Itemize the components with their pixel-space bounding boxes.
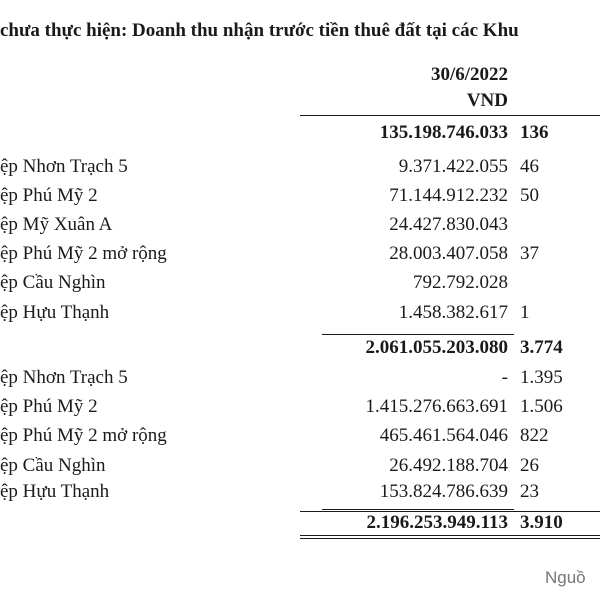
row-label: ệp Nhơn Trạch 5 bbox=[0, 367, 128, 388]
source-caption: Nguồ bbox=[545, 568, 586, 587]
table-row bbox=[0, 425, 600, 451]
value-2022-06-30: 1.415.276.663.691 bbox=[365, 396, 508, 417]
column-date-header: 30/6/2022 bbox=[430, 64, 508, 85]
value-2022-06-30: 9.371.422.055 bbox=[398, 156, 508, 177]
table-row bbox=[0, 214, 600, 240]
row-label: ệp Phú Mỹ 2 mở rộng bbox=[0, 243, 167, 264]
table-total-row bbox=[0, 337, 600, 363]
row-label: ệp Phú Mỹ 2 bbox=[0, 185, 98, 206]
subtotal-rule-2 bbox=[322, 509, 514, 510]
value-2022-06-30: 135.198.746.033 bbox=[379, 122, 508, 143]
row-label: ệp Hựu Thạnh bbox=[0, 302, 110, 323]
table-row bbox=[0, 156, 600, 182]
total-underline-2 bbox=[300, 538, 600, 539]
value-prior-period: 822 bbox=[520, 425, 549, 446]
value-2022-06-30: 1.458.382.617 bbox=[398, 302, 508, 323]
value-prior-period: 1.506 bbox=[520, 396, 563, 417]
table-row bbox=[0, 243, 600, 269]
row-label: ệp Hựu Thạnh bbox=[0, 481, 110, 502]
value-prior-period: 1 bbox=[520, 302, 530, 323]
value-2022-06-30: - bbox=[501, 367, 508, 388]
value-prior-period: 3.774 bbox=[520, 337, 563, 358]
value-prior-period: 136 bbox=[520, 122, 549, 143]
row-label: ệp Nhơn Trạch 5 bbox=[0, 156, 128, 177]
value-prior-period: 3.910 bbox=[520, 512, 563, 533]
table-row bbox=[0, 396, 600, 422]
value-2022-06-30: 2.196.253.949.113 bbox=[366, 512, 508, 533]
value-prior-period: 26 bbox=[520, 455, 539, 476]
total-rule-top bbox=[300, 511, 600, 512]
table-total-row bbox=[0, 122, 600, 148]
table-row bbox=[0, 481, 600, 507]
table-row bbox=[0, 272, 600, 298]
subtotal-rule-1 bbox=[322, 334, 514, 335]
table-row bbox=[0, 302, 600, 328]
value-2022-06-30: 71.144.912.232 bbox=[389, 185, 508, 206]
value-prior-period: 46 bbox=[520, 156, 539, 177]
value-2022-06-30: 26.492.188.704 bbox=[389, 455, 508, 476]
value-2022-06-30: 24.427.830.043 bbox=[389, 214, 508, 235]
value-prior-period: 23 bbox=[520, 481, 539, 502]
total-underline-1 bbox=[300, 535, 600, 536]
value-prior-period: 50 bbox=[520, 185, 539, 206]
row-label: ệp Phú Mỹ 2 bbox=[0, 396, 98, 417]
row-label: ệp Mỹ Xuân A bbox=[0, 214, 113, 235]
value-prior-period: 37 bbox=[520, 243, 539, 264]
row-label: ệp Cầu Nghìn bbox=[0, 272, 106, 293]
row-label: ệp Cầu Nghìn bbox=[0, 455, 106, 476]
row-label: ệp Phú Mỹ 2 mở rộng bbox=[0, 425, 167, 446]
header-underline bbox=[300, 115, 600, 116]
value-2022-06-30: 792.792.028 bbox=[413, 272, 508, 293]
table-row bbox=[0, 455, 600, 481]
table-row bbox=[0, 367, 600, 393]
value-2022-06-30: 2.061.055.203.080 bbox=[365, 337, 508, 358]
value-2022-06-30: 28.003.407.058 bbox=[389, 243, 508, 264]
value-2022-06-30: 465.461.564.046 bbox=[379, 425, 508, 446]
value-prior-period: 1.395 bbox=[520, 367, 563, 388]
value-2022-06-30: 153.824.786.639 bbox=[379, 481, 508, 502]
section-heading: chưa thực hiện: Doanh thu nhận trước tiền thuê đất tại các Khu bbox=[0, 20, 519, 41]
column-unit-header: VND bbox=[466, 90, 508, 111]
table-row bbox=[0, 185, 600, 211]
